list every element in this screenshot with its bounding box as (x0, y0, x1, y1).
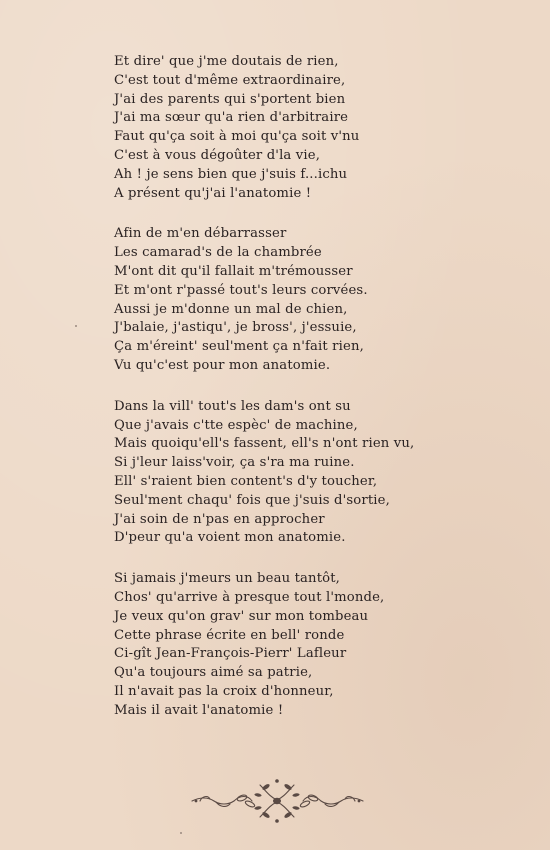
verse-line: Je veux qu'on grav' sur mon tombeau (114, 608, 369, 624)
verse-line: Si jamais j'meurs un beau tantôt, (114, 571, 341, 587)
verse-line: C'est à vous dégoûter d'la vie, (114, 147, 321, 163)
stanza-2 (114, 225, 534, 375)
stanza-3 (114, 398, 534, 548)
verse-line: J'ai ma sœur qu'a rien d'arbitraire (114, 110, 349, 126)
verse-line: Mais quoiqu'ell's fassent, ell's n'ont rien vu, (114, 436, 415, 452)
verse-line: Seul'ment chaqu' fois que j'suis d'sortie, (114, 492, 390, 508)
verse-line: Ci-gît Jean-François-Pierr' Lafleur (114, 646, 347, 662)
verse-line: Mais il avait l'anatomie ! (114, 702, 284, 718)
verse-line: Il n'avait pas la croix d'honneur, (114, 683, 334, 699)
floral-vignette-icon (190, 775, 365, 825)
verse-line: Si j'leur laiss'voir, ça s'ra ma ruine. (114, 455, 355, 471)
verse-line: Qu'a toujours aimé sa patrie, (114, 665, 313, 681)
verse-line: Aussi je m'donne un mal de chien, (114, 301, 348, 317)
verse-line: Les camarad's de la chambrée (114, 245, 322, 261)
verse-line: Chos' qu'arrive à presque tout l'monde, (114, 589, 385, 605)
poem (114, 53, 534, 743)
verse-line: Dans la vill' tout's les dam's ont su (114, 398, 351, 414)
paper-speck (75, 325, 77, 327)
stanza-4 (114, 570, 534, 720)
verse-line: Cette phrase écrite en bell' ronde (114, 627, 345, 643)
verse-line: Afin de m'en débarrasser (114, 226, 287, 242)
verse-line: Ell' s'raient bien content's d'y toucher, (114, 473, 378, 489)
verse-line: J'ai des parents qui s'portent bien (114, 91, 346, 107)
verse-line: Vu qu'c'est pour mon anatomie. (114, 357, 331, 373)
verse-line: J'ai soin de n'pas en approcher (114, 511, 325, 527)
verse-line: Ah ! je sens bien que j'suis f...ichu (114, 166, 348, 182)
verse-line: J'balaie, j'astiqu', je bross', j'essuie, (114, 320, 357, 336)
stanza-1 (114, 53, 534, 203)
verse-line: C'est tout d'même extraordinaire, (114, 72, 346, 88)
verse-line: Ça m'éreint' seul'ment ça n'fait rien, (114, 339, 364, 355)
verse-line: A présent qu'j'ai l'anatomie ! (114, 185, 312, 201)
verse-line: Que j'avais c'tte espèc' de machine, (114, 417, 358, 433)
verse-line: M'ont dit qu'il fallait m'trémousser (114, 263, 353, 279)
verse-line: Et dire' que j'me doutais de rien, (114, 54, 339, 69)
verse-line: Et m'ont r'passé tout's leurs corvées. (114, 282, 368, 298)
verse-line: D'peur qu'a voient mon anatomie. (114, 530, 346, 546)
verse-line: Faut qu'ça soit à moi qu'ça soit v'nu (114, 129, 360, 145)
paper-speck (180, 832, 182, 834)
